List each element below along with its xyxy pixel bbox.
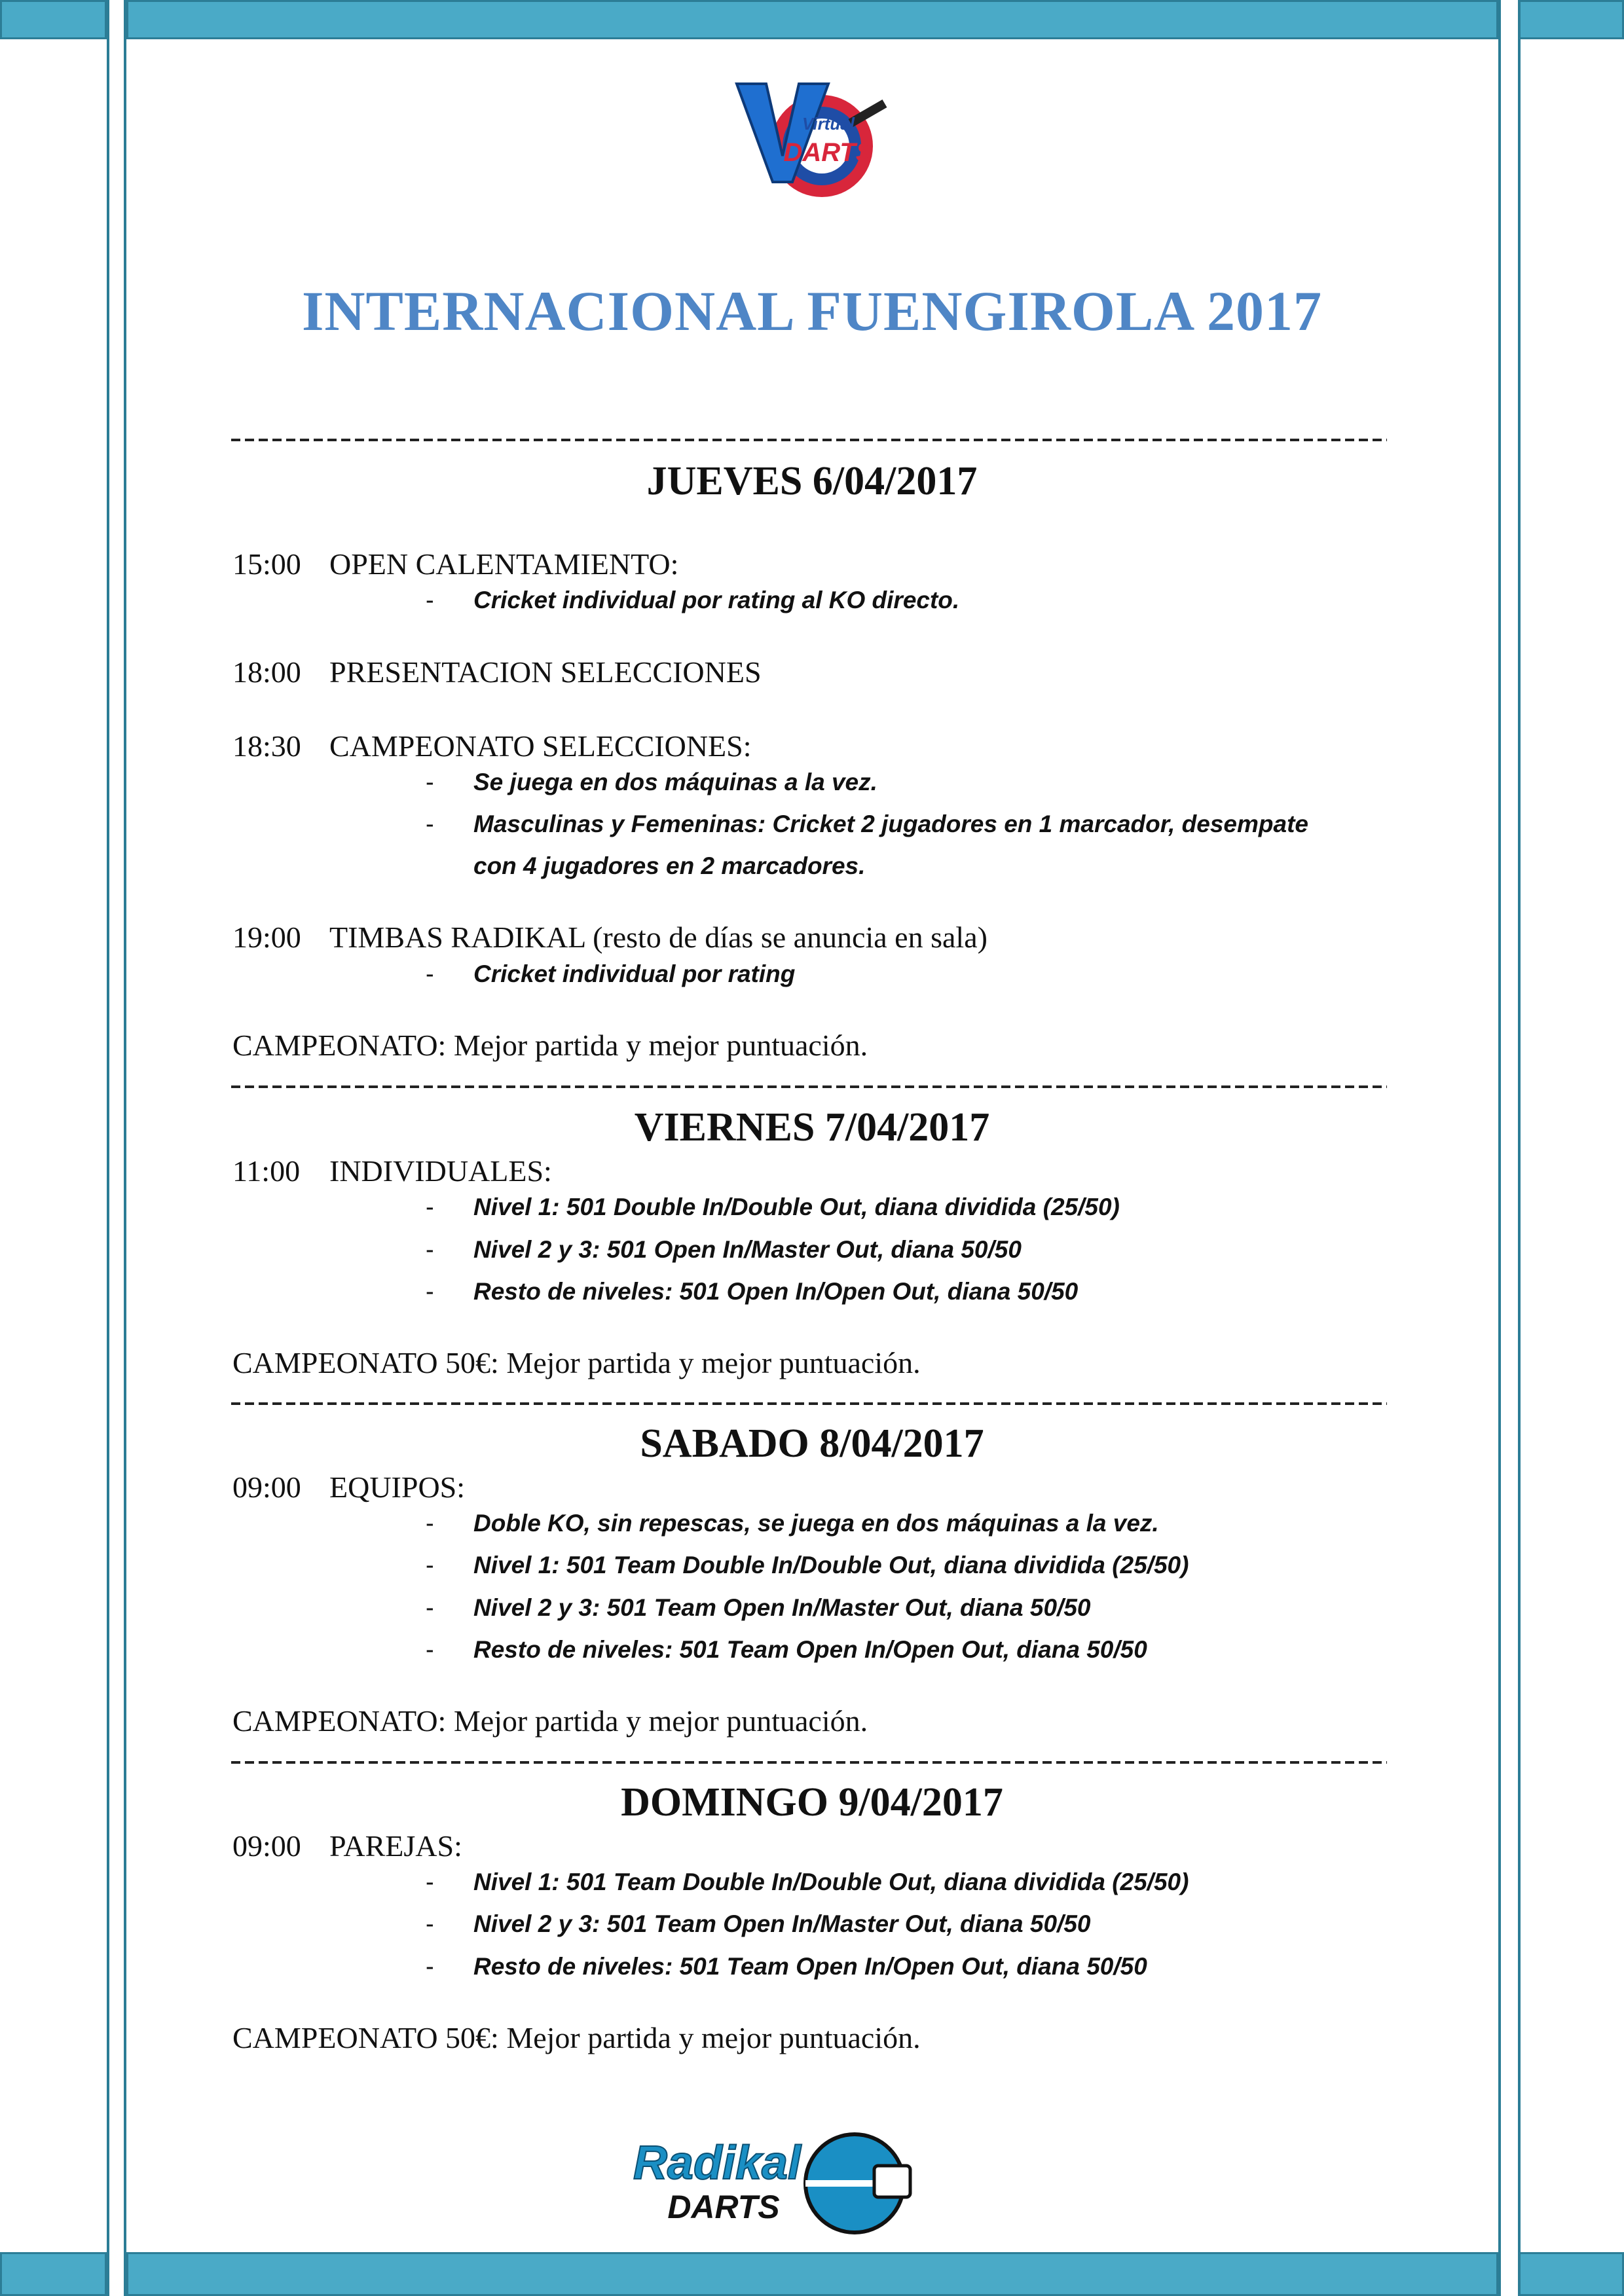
campeonato-note: CAMPEONATO: Mejor partida y mejor puntuación. bbox=[232, 1029, 868, 1062]
frame-band-bottom-left bbox=[0, 2252, 107, 2296]
bullet-dash: - bbox=[426, 1910, 434, 1938]
radikal-darts-logo bbox=[632, 2128, 933, 2239]
dart-icon bbox=[874, 2166, 910, 2197]
bullet-dash: - bbox=[426, 1278, 434, 1305]
bullet-dash: - bbox=[426, 587, 434, 614]
campeonato-note: CAMPEONATO 50€: Mejor partida y mejor puntuación. bbox=[232, 1346, 921, 1379]
dashed-divider bbox=[231, 439, 1387, 441]
bullet-item: Nivel 1: 501 Team Double In/Double Out, diana dividida (25/50) bbox=[473, 1868, 1189, 1895]
bullet-item: Resto de niveles: 501 Team Open In/Open Out, diana 50/50 bbox=[473, 1953, 1147, 1980]
day-heading: VIERNES 7/04/2017 bbox=[634, 1105, 990, 1150]
logo-text-1: Virtual bbox=[802, 114, 855, 134]
event-label: CAMPEONATO SELECCIONES: bbox=[329, 729, 752, 763]
bullet-dash: - bbox=[426, 1594, 434, 1622]
day-heading: DOMINGO 9/04/2017 bbox=[621, 1780, 1003, 1825]
logo-text-1: Radikal bbox=[633, 2137, 802, 2189]
event-label: OPEN CALENTAMIENTO: bbox=[329, 547, 679, 581]
event-time: 15:00 bbox=[232, 547, 301, 581]
event-label: PAREJAS: bbox=[329, 1829, 462, 1863]
event-label: EQUIPOS: bbox=[329, 1470, 466, 1504]
bullet-dash: - bbox=[426, 769, 434, 796]
virtual-darts-logo bbox=[730, 77, 894, 208]
campeonato-note: CAMPEONATO 50€: Mejor partida y mejor puntuación. bbox=[232, 2021, 921, 2054]
event-label: PRESENTACION SELECCIONES bbox=[329, 655, 762, 689]
bullet-item: Nivel 1: 501 Double In/Double Out, diana dividida (25/50) bbox=[473, 1194, 1120, 1220]
bullet-item: Resto de niveles: 501 Team Open In/Open Out, diana 50/50 bbox=[473, 1636, 1147, 1663]
bullet-dash: - bbox=[426, 1194, 434, 1221]
bullet-item: Cricket individual por rating al KO directo. bbox=[473, 587, 960, 613]
bullet-item: Nivel 2 y 3: 501 Team Open In/Master Out, diana 50/50 bbox=[473, 1594, 1091, 1621]
bullet-item: Masculinas y Femeninas: Cricket 2 jugadores en 1 marcador, desempate bbox=[473, 811, 1308, 837]
dashed-divider bbox=[231, 1761, 1387, 1764]
bullet-dash: - bbox=[426, 811, 434, 838]
event-label: INDIVIDUALES: bbox=[329, 1154, 552, 1188]
day-heading: SABADO 8/04/2017 bbox=[640, 1421, 984, 1466]
bullet-dash: - bbox=[426, 1236, 434, 1264]
bullet-dash: - bbox=[426, 960, 434, 988]
bullet-dash: - bbox=[426, 1636, 434, 1664]
bullet-dash: - bbox=[426, 1953, 434, 1980]
bullet-dash: - bbox=[426, 1868, 434, 1896]
campeonato-note: CAMPEONATO: Mejor partida y mejor puntuación. bbox=[232, 1704, 868, 1738]
bullet-item: Cricket individual por rating bbox=[473, 960, 796, 987]
bullet-item: Doble KO, sin repescas, se juega en dos máquinas a la vez. bbox=[473, 1510, 1159, 1537]
page-title: INTERNACIONAL FUENGIROLA 2017 bbox=[301, 280, 1323, 342]
event-time: 19:00 bbox=[232, 920, 301, 954]
event-time: 09:00 bbox=[232, 1470, 301, 1504]
bullet-item: con 4 jugadores en 2 marcadores. bbox=[473, 852, 866, 879]
event-time: 18:30 bbox=[232, 729, 301, 763]
bullet-item: Nivel 2 y 3: 501 Open In/Master Out, diana 50/50 bbox=[473, 1236, 1022, 1263]
logo-text-2: DARTS bbox=[783, 138, 874, 167]
dashed-divider bbox=[231, 1085, 1387, 1088]
day-heading: JUEVES 6/04/2017 bbox=[646, 459, 978, 503]
bullet-item: Se juega en dos máquinas a la vez. bbox=[473, 769, 877, 795]
frame-band-bottom-right bbox=[1518, 2252, 1624, 2296]
event-time: 18:00 bbox=[232, 655, 301, 689]
frame-band-top-right bbox=[1518, 0, 1624, 39]
event-time: 09:00 bbox=[232, 1829, 301, 1863]
frame-band-top bbox=[126, 0, 1498, 39]
bullet-item: Nivel 1: 501 Team Double In/Double Out, diana dividida (25/50) bbox=[473, 1552, 1189, 1578]
bullet-item: Resto de niveles: 501 Open In/Open Out, diana 50/50 bbox=[473, 1278, 1079, 1305]
bullet-dash: - bbox=[426, 1552, 434, 1579]
bullet-item: Nivel 2 y 3: 501 Team Open In/Master Out, diana 50/50 bbox=[473, 1910, 1091, 1937]
dashed-divider bbox=[231, 1402, 1387, 1405]
frame-band-bottom bbox=[126, 2252, 1498, 2296]
event-time: 11:00 bbox=[232, 1154, 301, 1188]
bullet-dash: - bbox=[426, 1510, 434, 1537]
logo-text-2: DARTS bbox=[667, 2189, 780, 2225]
event-label: TIMBAS RADIKAL (resto de días se anuncia en sala) bbox=[329, 920, 987, 954]
frame-band-top-left bbox=[0, 0, 107, 39]
